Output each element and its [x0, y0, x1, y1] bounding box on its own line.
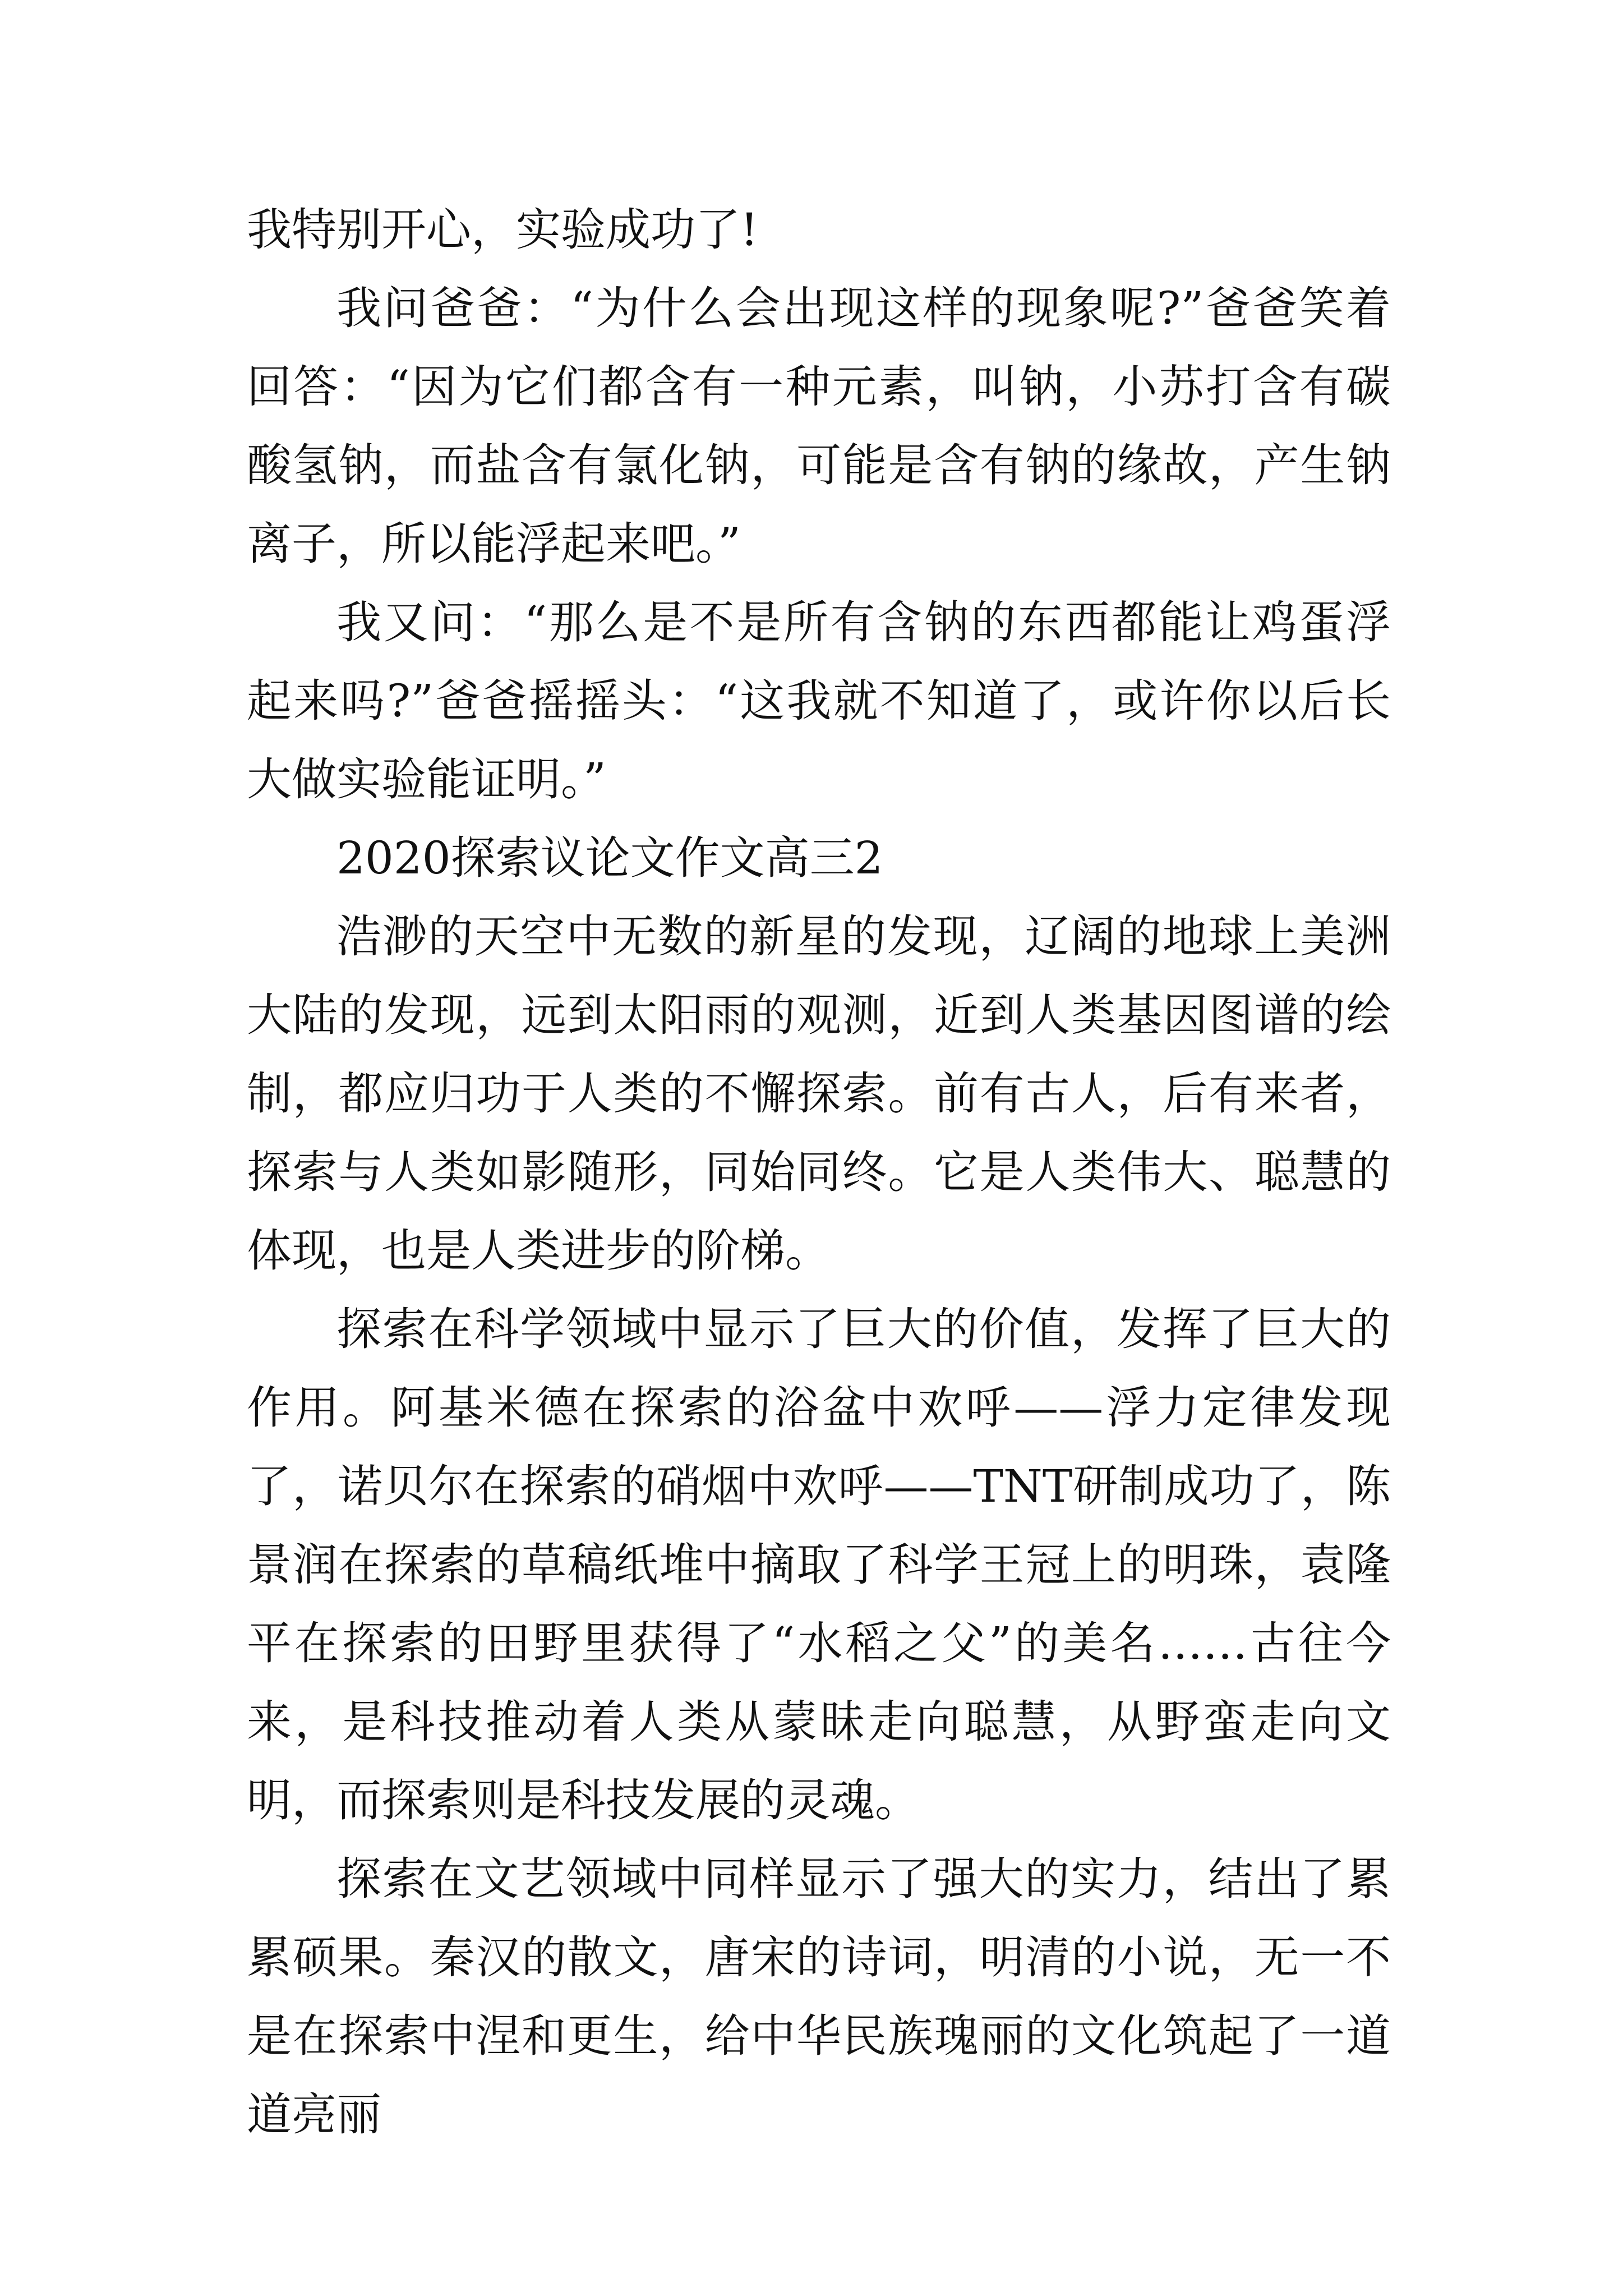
paragraph-question-to-dad: 我问爸爸：“为什么会出现这样的现象呢?”爸爸笑着回答：“因为它们都含有一种元素，叫钠，小苏打含有碳酸氢钠，而盐含有氯化钠，可能是含有钠的缘故，产生钠离子，所以能浮起来吧。” — [247, 282, 1391, 570]
paragraph-second-question: 我又问：“那么是不是所有含钠的东西都能让鸡蛋浮起来吗?”爸爸摇摇头：“这我就不知道了，或许你以后长大做实验能证明。” — [247, 596, 1391, 806]
paragraph-exploration-intro: 浩渺的天空中无数的新星的发现，辽阔的地球上美洲大陆的发现，远到太阳雨的观测，近到人类基因图谱的绘制，都应归功于人类的不懈探索。前有古人，后有来者，探索与人类如影随形，同始同终。它是人类伟大、聪慧的体现，也是人类进步的阶梯。 — [247, 910, 1391, 1277]
paragraph-experiment-success: 我特别开心，实验成功了! — [247, 204, 759, 256]
paragraph-arts-exploration: 探索在文艺领域中同样显示了强大的实力，结出了累累硕果。秦汉的散文，唐宋的诗词，明清的小说，无一不是在探索中涅和更生，给中华民族瑰丽的文化筑起了一道道亮丽 — [247, 1853, 1391, 2141]
document-body — [247, 191, 1391, 2154]
essay-heading: 2020探索议论文作文高三2 — [336, 832, 883, 884]
paragraph-science-exploration: 探索在科学领域中显示了巨大的价值，发挥了巨大的作用。阿基米德在探索的浴盆中欢呼——浮力定律发现了，诺贝尔在探索的硝烟中欢呼——TNT研制成功了，陈景润在探索的草稿纸堆中摘取了科学王冠上的明珠，袁隆平在探索的田野里获得了“水稻之父”的美名……古往今来，是科技推动着人类从蒙昧走向聪慧，从野蛮走向文明，而探索则是科技发展的灵魂。 — [247, 1303, 1391, 1826]
